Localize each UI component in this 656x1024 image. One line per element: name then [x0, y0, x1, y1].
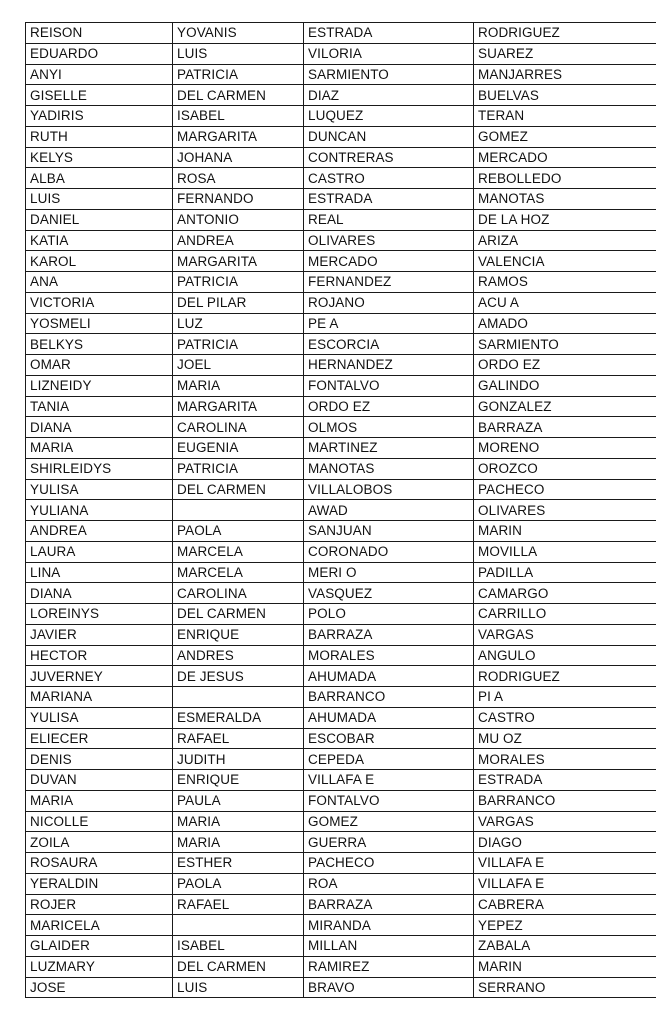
- second-surname-cell: DIAGO: [474, 832, 656, 853]
- table-row: [26, 749, 656, 770]
- second-surname-cell: OROZCO: [474, 458, 656, 479]
- table-row: [26, 251, 656, 272]
- table-row: [26, 894, 656, 915]
- middle-name-cell: DEL CARMEN: [173, 604, 304, 625]
- middle-name-cell: MARGARITA: [173, 251, 304, 272]
- middle-name-cell: ESTHER: [173, 853, 304, 874]
- middle-name-cell: DE JESUS: [173, 666, 304, 687]
- middle-name-cell: PATRICIA: [173, 64, 304, 85]
- table-row: [26, 956, 656, 977]
- first-name-cell: YULISA: [26, 707, 173, 728]
- second-surname-cell: MORALES: [474, 749, 656, 770]
- first-name-cell: TANIA: [26, 396, 173, 417]
- first-name-cell: LUZMARY: [26, 956, 173, 977]
- second-surname-cell: RAMOS: [474, 272, 656, 293]
- table-row: [26, 728, 656, 749]
- table-row: [26, 687, 656, 708]
- middle-name-cell: MARGARITA: [173, 396, 304, 417]
- first-name-cell: KAROL: [26, 251, 173, 272]
- middle-name-cell: DEL CARMEN: [173, 479, 304, 500]
- middle-name-cell: ENRIQUE: [173, 624, 304, 645]
- first-surname-cell: VASQUEZ: [304, 583, 474, 604]
- first-surname-cell: VILORIA: [304, 43, 474, 64]
- first-surname-cell: VILLALOBOS: [304, 479, 474, 500]
- table-row: [26, 106, 656, 127]
- table-row: [26, 811, 656, 832]
- middle-name-cell: ISABEL: [173, 936, 304, 957]
- middle-name-cell: ROSA: [173, 168, 304, 189]
- table-row: [26, 853, 656, 874]
- middle-name-cell: [173, 915, 304, 936]
- second-surname-cell: RODRIGUEZ: [474, 23, 656, 44]
- second-surname-cell: CABRERA: [474, 894, 656, 915]
- first-name-cell: GLAIDER: [26, 936, 173, 957]
- first-name-cell: JOSE: [26, 977, 173, 998]
- second-surname-cell: VARGAS: [474, 811, 656, 832]
- first-name-cell: ANYI: [26, 64, 173, 85]
- table-row: [26, 189, 656, 210]
- first-surname-cell: CONTRERAS: [304, 147, 474, 168]
- second-surname-cell: ANGULO: [474, 645, 656, 666]
- first-surname-cell: ORDO EZ: [304, 396, 474, 417]
- first-name-cell: KELYS: [26, 147, 173, 168]
- second-surname-cell: SUAREZ: [474, 43, 656, 64]
- first-name-cell: ELIECER: [26, 728, 173, 749]
- first-surname-cell: MORALES: [304, 645, 474, 666]
- first-surname-cell: ROJANO: [304, 292, 474, 313]
- second-surname-cell: CARRILLO: [474, 604, 656, 625]
- middle-name-cell: ESMERALDA: [173, 707, 304, 728]
- names-sheet: [25, 22, 656, 998]
- middle-name-cell: FERNANDO: [173, 189, 304, 210]
- first-name-cell: DANIEL: [26, 209, 173, 230]
- first-surname-cell: FONTALVO: [304, 375, 474, 396]
- middle-name-cell: [173, 687, 304, 708]
- first-name-cell: ZOILA: [26, 832, 173, 853]
- middle-name-cell: PATRICIA: [173, 334, 304, 355]
- first-name-cell: DENIS: [26, 749, 173, 770]
- first-surname-cell: RAMIREZ: [304, 956, 474, 977]
- middle-name-cell: DEL PILAR: [173, 292, 304, 313]
- first-surname-cell: CORONADO: [304, 541, 474, 562]
- first-surname-cell: MERCADO: [304, 251, 474, 272]
- middle-name-cell: YOVANIS: [173, 23, 304, 44]
- second-surname-cell: AMADO: [474, 313, 656, 334]
- first-surname-cell: AHUMADA: [304, 707, 474, 728]
- first-surname-cell: OLMOS: [304, 417, 474, 438]
- first-surname-cell: BARRAZA: [304, 894, 474, 915]
- table-row: [26, 790, 656, 811]
- first-name-cell: YULIANA: [26, 500, 173, 521]
- first-surname-cell: BRAVO: [304, 977, 474, 998]
- second-surname-cell: REBOLLEDO: [474, 168, 656, 189]
- first-name-cell: JUVERNEY: [26, 666, 173, 687]
- first-name-cell: BELKYS: [26, 334, 173, 355]
- second-surname-cell: CAMARGO: [474, 583, 656, 604]
- table-row: [26, 292, 656, 313]
- names-table-body: [26, 23, 656, 998]
- first-surname-cell: POLO: [304, 604, 474, 625]
- second-surname-cell: SERRANO: [474, 977, 656, 998]
- first-name-cell: LUIS: [26, 189, 173, 210]
- first-name-cell: MARIANA: [26, 687, 173, 708]
- middle-name-cell: [173, 500, 304, 521]
- second-surname-cell: MU OZ: [474, 728, 656, 749]
- table-row: [26, 873, 656, 894]
- middle-name-cell: PATRICIA: [173, 458, 304, 479]
- table-row: [26, 313, 656, 334]
- table-row: [26, 666, 656, 687]
- first-surname-cell: ROA: [304, 873, 474, 894]
- middle-name-cell: PAULA: [173, 790, 304, 811]
- second-surname-cell: MERCADO: [474, 147, 656, 168]
- first-surname-cell: REAL: [304, 209, 474, 230]
- first-surname-cell: ESCOBAR: [304, 728, 474, 749]
- first-name-cell: RUTH: [26, 126, 173, 147]
- first-surname-cell: GOMEZ: [304, 811, 474, 832]
- second-surname-cell: BARRANCO: [474, 790, 656, 811]
- table-row: [26, 770, 656, 791]
- second-surname-cell: PI A: [474, 687, 656, 708]
- first-surname-cell: OLIVARES: [304, 230, 474, 251]
- table-row: [26, 375, 656, 396]
- table-row: [26, 438, 656, 459]
- first-surname-cell: GUERRA: [304, 832, 474, 853]
- middle-name-cell: CAROLINA: [173, 417, 304, 438]
- second-surname-cell: MARIN: [474, 521, 656, 542]
- first-name-cell: YADIRIS: [26, 106, 173, 127]
- middle-name-cell: JOEL: [173, 355, 304, 376]
- second-surname-cell: VALENCIA: [474, 251, 656, 272]
- first-surname-cell: HERNANDEZ: [304, 355, 474, 376]
- first-surname-cell: MERI O: [304, 562, 474, 583]
- table-row: [26, 458, 656, 479]
- first-name-cell: ALBA: [26, 168, 173, 189]
- second-surname-cell: ESTRADA: [474, 770, 656, 791]
- first-name-cell: SHIRLEIDYS: [26, 458, 173, 479]
- first-name-cell: YULISA: [26, 479, 173, 500]
- first-name-cell: MARICELA: [26, 915, 173, 936]
- middle-name-cell: RAFAEL: [173, 894, 304, 915]
- second-surname-cell: MOVILLA: [474, 541, 656, 562]
- table-row: [26, 272, 656, 293]
- first-surname-cell: SANJUAN: [304, 521, 474, 542]
- middle-name-cell: ANTONIO: [173, 209, 304, 230]
- first-surname-cell: AWAD: [304, 500, 474, 521]
- first-name-cell: LAURA: [26, 541, 173, 562]
- first-name-cell: VICTORIA: [26, 292, 173, 313]
- middle-name-cell: PAOLA: [173, 521, 304, 542]
- middle-name-cell: CAROLINA: [173, 583, 304, 604]
- first-name-cell: HECTOR: [26, 645, 173, 666]
- first-name-cell: ANDREA: [26, 521, 173, 542]
- first-name-cell: ROJER: [26, 894, 173, 915]
- table-row: [26, 832, 656, 853]
- first-name-cell: LINA: [26, 562, 173, 583]
- table-row: [26, 977, 656, 998]
- table-row: [26, 64, 656, 85]
- table-row: [26, 604, 656, 625]
- table-row: [26, 624, 656, 645]
- second-surname-cell: GONZALEZ: [474, 396, 656, 417]
- first-name-cell: KATIA: [26, 230, 173, 251]
- table-row: [26, 230, 656, 251]
- middle-name-cell: MARCELA: [173, 541, 304, 562]
- second-surname-cell: DE LA HOZ: [474, 209, 656, 230]
- first-name-cell: LOREINYS: [26, 604, 173, 625]
- middle-name-cell: LUZ: [173, 313, 304, 334]
- middle-name-cell: PATRICIA: [173, 272, 304, 293]
- second-surname-cell: BUELVAS: [474, 85, 656, 106]
- second-surname-cell: MARIN: [474, 956, 656, 977]
- middle-name-cell: ANDRES: [173, 645, 304, 666]
- middle-name-cell: MARIA: [173, 375, 304, 396]
- second-surname-cell: ORDO EZ: [474, 355, 656, 376]
- first-name-cell: NICOLLE: [26, 811, 173, 832]
- middle-name-cell: MARIA: [173, 811, 304, 832]
- first-surname-cell: ESTRADA: [304, 189, 474, 210]
- table-row: [26, 500, 656, 521]
- table-row: [26, 147, 656, 168]
- second-surname-cell: GALINDO: [474, 375, 656, 396]
- second-surname-cell: ZABALA: [474, 936, 656, 957]
- second-surname-cell: TERAN: [474, 106, 656, 127]
- first-surname-cell: ESTRADA: [304, 23, 474, 44]
- middle-name-cell: MARIA: [173, 832, 304, 853]
- table-row: [26, 562, 656, 583]
- middle-name-cell: ISABEL: [173, 106, 304, 127]
- middle-name-cell: MARCELA: [173, 562, 304, 583]
- table-row: [26, 521, 656, 542]
- table-row: [26, 583, 656, 604]
- middle-name-cell: EUGENIA: [173, 438, 304, 459]
- table-row: [26, 936, 656, 957]
- first-surname-cell: FERNANDEZ: [304, 272, 474, 293]
- second-surname-cell: PACHECO: [474, 479, 656, 500]
- first-surname-cell: AHUMADA: [304, 666, 474, 687]
- first-name-cell: ANA: [26, 272, 173, 293]
- second-surname-cell: RODRIGUEZ: [474, 666, 656, 687]
- first-surname-cell: ESCORCIA: [304, 334, 474, 355]
- first-name-cell: MARIA: [26, 790, 173, 811]
- first-surname-cell: CASTRO: [304, 168, 474, 189]
- first-surname-cell: SARMIENTO: [304, 64, 474, 85]
- table-row: [26, 479, 656, 500]
- table-row: [26, 915, 656, 936]
- second-surname-cell: MORENO: [474, 438, 656, 459]
- middle-name-cell: LUIS: [173, 43, 304, 64]
- second-surname-cell: MANJARRES: [474, 64, 656, 85]
- first-name-cell: EDUARDO: [26, 43, 173, 64]
- second-surname-cell: GOMEZ: [474, 126, 656, 147]
- table-row: [26, 355, 656, 376]
- second-surname-cell: SARMIENTO: [474, 334, 656, 355]
- table-row: [26, 707, 656, 728]
- table-row: [26, 23, 656, 44]
- first-surname-cell: FONTALVO: [304, 790, 474, 811]
- table-row: [26, 209, 656, 230]
- middle-name-cell: LUIS: [173, 977, 304, 998]
- first-surname-cell: DUNCAN: [304, 126, 474, 147]
- table-row: [26, 85, 656, 106]
- first-name-cell: LIZNEIDY: [26, 375, 173, 396]
- second-surname-cell: VARGAS: [474, 624, 656, 645]
- first-surname-cell: BARRAZA: [304, 624, 474, 645]
- first-surname-cell: LUQUEZ: [304, 106, 474, 127]
- names-table: [25, 22, 656, 998]
- second-surname-cell: OLIVARES: [474, 500, 656, 521]
- first-surname-cell: PACHECO: [304, 853, 474, 874]
- table-row: [26, 541, 656, 562]
- table-row: [26, 396, 656, 417]
- middle-name-cell: PAOLA: [173, 873, 304, 894]
- middle-name-cell: ANDREA: [173, 230, 304, 251]
- second-surname-cell: ARIZA: [474, 230, 656, 251]
- first-name-cell: DIANA: [26, 583, 173, 604]
- first-surname-cell: BARRANCO: [304, 687, 474, 708]
- table-row: [26, 334, 656, 355]
- table-row: [26, 645, 656, 666]
- first-name-cell: REISON: [26, 23, 173, 44]
- first-name-cell: ROSAURA: [26, 853, 173, 874]
- first-surname-cell: MARTINEZ: [304, 438, 474, 459]
- middle-name-cell: DEL CARMEN: [173, 956, 304, 977]
- first-surname-cell: MANOTAS: [304, 458, 474, 479]
- first-name-cell: YOSMELI: [26, 313, 173, 334]
- first-surname-cell: MILLAN: [304, 936, 474, 957]
- middle-name-cell: MARGARITA: [173, 126, 304, 147]
- table-row: [26, 417, 656, 438]
- second-surname-cell: VILLAFA E: [474, 873, 656, 894]
- second-surname-cell: VILLAFA E: [474, 853, 656, 874]
- second-surname-cell: BARRAZA: [474, 417, 656, 438]
- first-name-cell: DIANA: [26, 417, 173, 438]
- middle-name-cell: JUDITH: [173, 749, 304, 770]
- second-surname-cell: PADILLA: [474, 562, 656, 583]
- first-name-cell: DUVAN: [26, 770, 173, 791]
- middle-name-cell: ENRIQUE: [173, 770, 304, 791]
- first-name-cell: JAVIER: [26, 624, 173, 645]
- second-surname-cell: ACU A: [474, 292, 656, 313]
- first-surname-cell: CEPEDA: [304, 749, 474, 770]
- first-name-cell: YERALDIN: [26, 873, 173, 894]
- first-surname-cell: MIRANDA: [304, 915, 474, 936]
- first-name-cell: MARIA: [26, 438, 173, 459]
- second-surname-cell: MANOTAS: [474, 189, 656, 210]
- middle-name-cell: JOHANA: [173, 147, 304, 168]
- table-row: [26, 126, 656, 147]
- second-surname-cell: YEPEZ: [474, 915, 656, 936]
- first-name-cell: GISELLE: [26, 85, 173, 106]
- first-surname-cell: DIAZ: [304, 85, 474, 106]
- table-row: [26, 43, 656, 64]
- middle-name-cell: DEL CARMEN: [173, 85, 304, 106]
- first-surname-cell: PE A: [304, 313, 474, 334]
- first-surname-cell: VILLAFA E: [304, 770, 474, 791]
- first-name-cell: OMAR: [26, 355, 173, 376]
- middle-name-cell: RAFAEL: [173, 728, 304, 749]
- second-surname-cell: CASTRO: [474, 707, 656, 728]
- table-row: [26, 168, 656, 189]
